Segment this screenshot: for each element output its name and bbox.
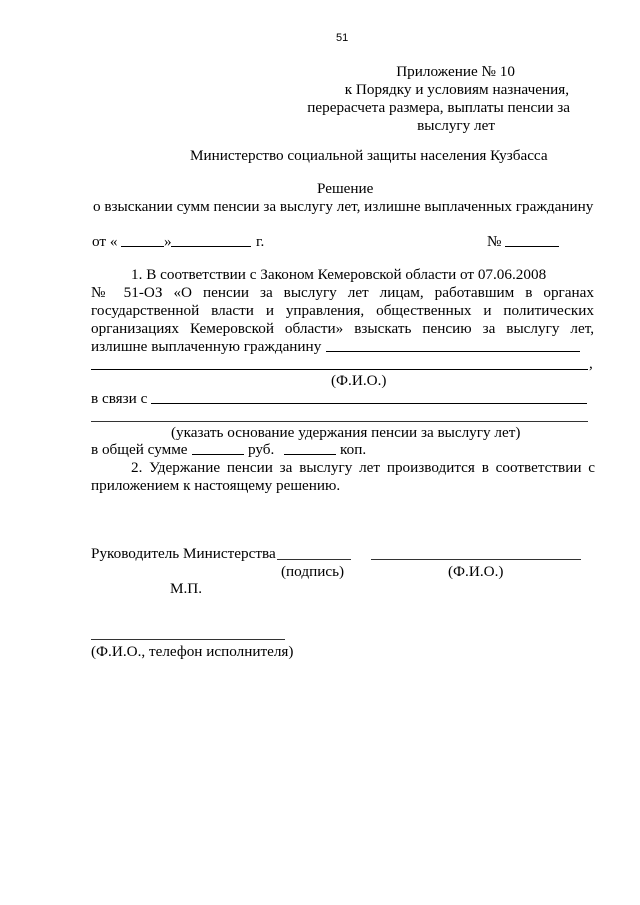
citizen-name-field-2[interactable] bbox=[91, 369, 588, 370]
para1-line-2: № 51-ОЗ «О пенсии за выслугу лет лицам, работавшим в органах bbox=[91, 284, 594, 301]
date-prefix: от « bbox=[92, 233, 118, 250]
executor-field[interactable] bbox=[91, 639, 285, 640]
date-suffix: г. bbox=[256, 233, 265, 250]
citizen-name-field[interactable] bbox=[326, 351, 580, 352]
reason-field[interactable] bbox=[151, 403, 587, 404]
date-mid: » bbox=[164, 233, 172, 250]
ministry-name: Министерство социальной защиты населения Кузбасса bbox=[190, 147, 548, 164]
reason-label: в связи с bbox=[91, 390, 148, 407]
head-name-field[interactable] bbox=[371, 559, 581, 560]
reason-hint: (указать основание удержания пенсии за выслугу лет) bbox=[171, 424, 521, 441]
appendix-line-2: перерасчета размера, выплаты пенсии за bbox=[307, 99, 570, 116]
sign-hint: (подпись) bbox=[281, 563, 345, 580]
sum-prefix: в общей сумме bbox=[91, 441, 188, 458]
stamp-label: М.П. bbox=[170, 580, 203, 597]
page-number: 51 bbox=[336, 32, 349, 44]
number-label: № bbox=[487, 233, 502, 250]
appendix-line-1: к Порядку и условиям назначения, bbox=[344, 81, 569, 98]
appendix-line-3: выслугу лет bbox=[417, 117, 495, 134]
sum-rub-label: руб. bbox=[248, 441, 275, 458]
sum-kop-label: коп. bbox=[340, 441, 367, 458]
head-fio-hint: (Ф.И.О.) bbox=[448, 563, 504, 580]
date-month-year-field[interactable] bbox=[171, 246, 251, 247]
executor-hint: (Ф.И.О., телефон исполнителя) bbox=[91, 643, 294, 660]
decision-title: Решение bbox=[317, 180, 374, 197]
para1-line-3: государственной власти и управления, общественных и политических bbox=[91, 302, 594, 319]
comma: , bbox=[589, 355, 593, 372]
decision-subtitle: о взыскании сумм пенсии за выслугу лет, излишне выплаченных гражданину bbox=[93, 198, 594, 215]
sum-rub-field[interactable] bbox=[192, 454, 244, 455]
number-field[interactable] bbox=[505, 246, 559, 247]
sum-kop-field[interactable] bbox=[284, 454, 336, 455]
fio-hint: (Ф.И.О.) bbox=[331, 372, 387, 389]
para2-line-2: приложением к настоящему решению. bbox=[91, 477, 341, 494]
para2-line-1: 2. Удержание пенсии за выслугу лет производится в соответствии с bbox=[131, 459, 595, 476]
para1-line-5: излишне выплаченную гражданину bbox=[91, 338, 322, 355]
signature-field[interactable] bbox=[277, 559, 351, 560]
appendix-title: Приложение № 10 bbox=[396, 63, 515, 80]
head-label: Руководитель Министерства bbox=[91, 545, 276, 562]
para1-line-1: 1. В соответствии с Законом Кемеровской области от 07.06.2008 bbox=[131, 266, 547, 283]
reason-field-2[interactable] bbox=[91, 421, 588, 422]
date-day-field[interactable] bbox=[121, 246, 164, 247]
para1-line-4: организациях Кемеровской области» взыскать пенсию за выслугу лет, bbox=[91, 320, 594, 337]
